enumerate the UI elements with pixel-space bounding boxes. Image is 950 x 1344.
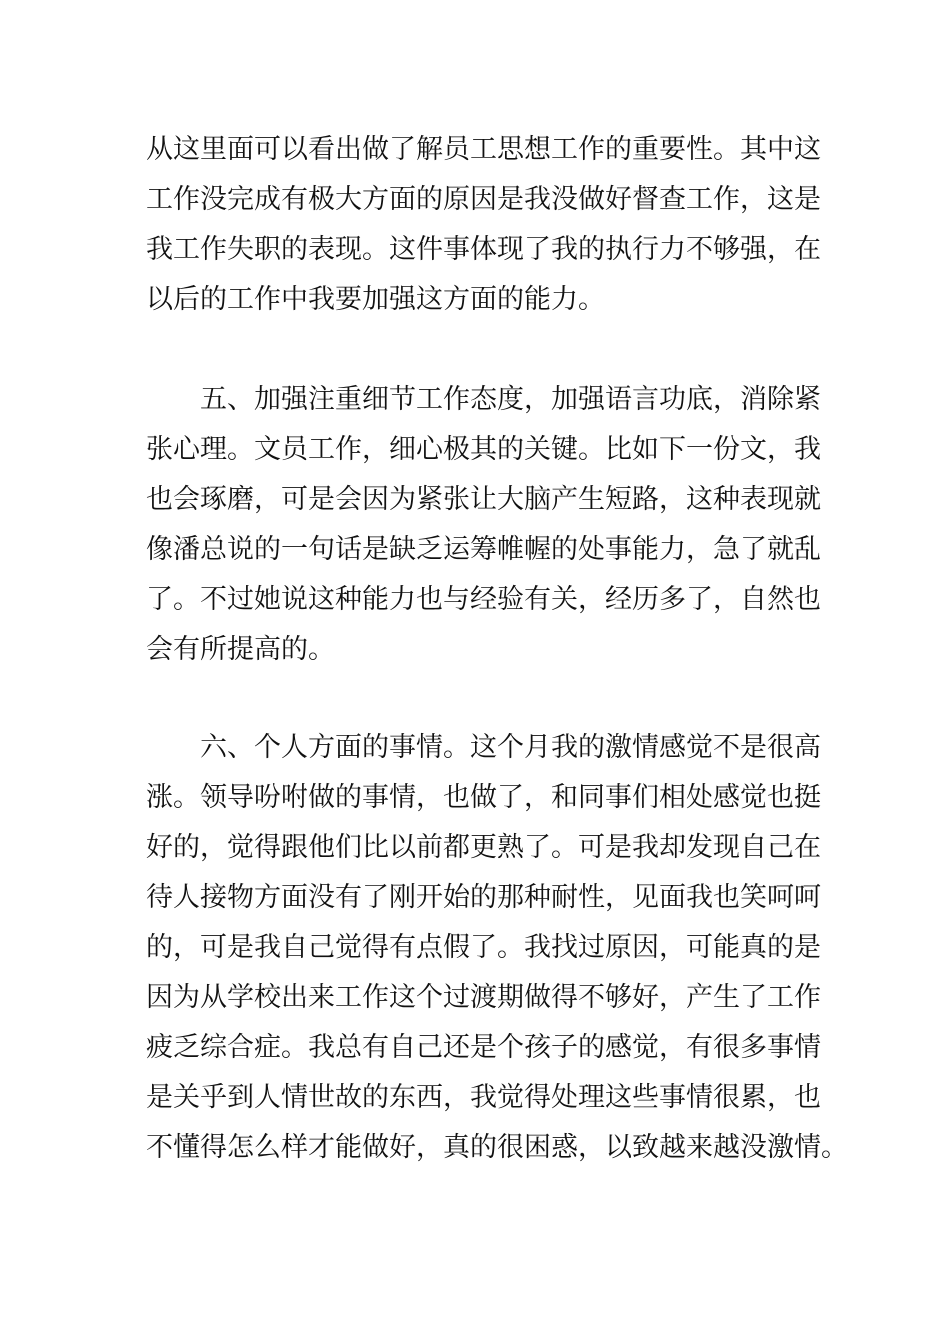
paragraph-2-line-5: 了。不过她说这种能力也与经验有关，经历多了，自然也	[146, 584, 821, 615]
paragraph-3-line-1: 六、个人方面的事情。这个月我的激情感觉不是很高	[200, 732, 821, 763]
paragraph-3-line-2: 涨。领导吩咐做的事情，也做了，和同事们相处感觉也挺	[146, 782, 821, 813]
paragraph-1-line-3: 我工作失职的表现。这件事体现了我的执行力不够强，在	[146, 234, 821, 265]
paragraph-3-line-9: 不懂得怎么样才能做好，真的很困惑，以致越来越没激情。	[146, 1132, 848, 1163]
paragraph-3-line-7: 疲乏综合症。我总有自己还是个孩子的感觉，有很多事情	[146, 1032, 821, 1063]
paragraph-1-line-1: 从这里面可以看出做了解员工思想工作的重要性。其中这	[146, 134, 821, 165]
paragraph-2-line-3: 也会琢磨，可是会因为紧张让大脑产生短路，这种表现就	[146, 484, 821, 515]
paragraph-2-line-2: 张心理。文员工作，细心极其的关键。比如下一份文，我	[146, 434, 821, 465]
paragraph-3-line-8: 是关乎到人情世故的东西，我觉得处理这些事情很累，也	[146, 1082, 821, 1113]
paragraph-1-line-4: 以后的工作中我要加强这方面的能力。	[146, 284, 605, 315]
paragraph-3-line-4: 待人接物方面没有了刚开始的那种耐性，见面我也笑呵呵	[146, 882, 821, 913]
paragraph-2-line-6: 会有所提高的。	[146, 634, 335, 665]
paragraph-3-line-6: 因为从学校出来工作这个过渡期做得不够好，产生了工作	[146, 982, 821, 1013]
paragraph-3-line-3: 好的，觉得跟他们比以前都更熟了。可是我却发现自己在	[146, 832, 821, 863]
paragraph-1-line-2: 工作没完成有极大方面的原因是我没做好督查工作，这是	[146, 184, 821, 215]
paragraph-3-line-5: 的，可是我自己觉得有点假了。我找过原因，可能真的是	[146, 932, 821, 963]
paragraph-2-line-1: 五、加强注重细节工作态度，加强语言功底，消除紧	[200, 384, 821, 415]
paragraph-2-line-4: 像潘总说的一句话是缺乏运筹帷幄的处事能力，急了就乱	[146, 534, 821, 565]
